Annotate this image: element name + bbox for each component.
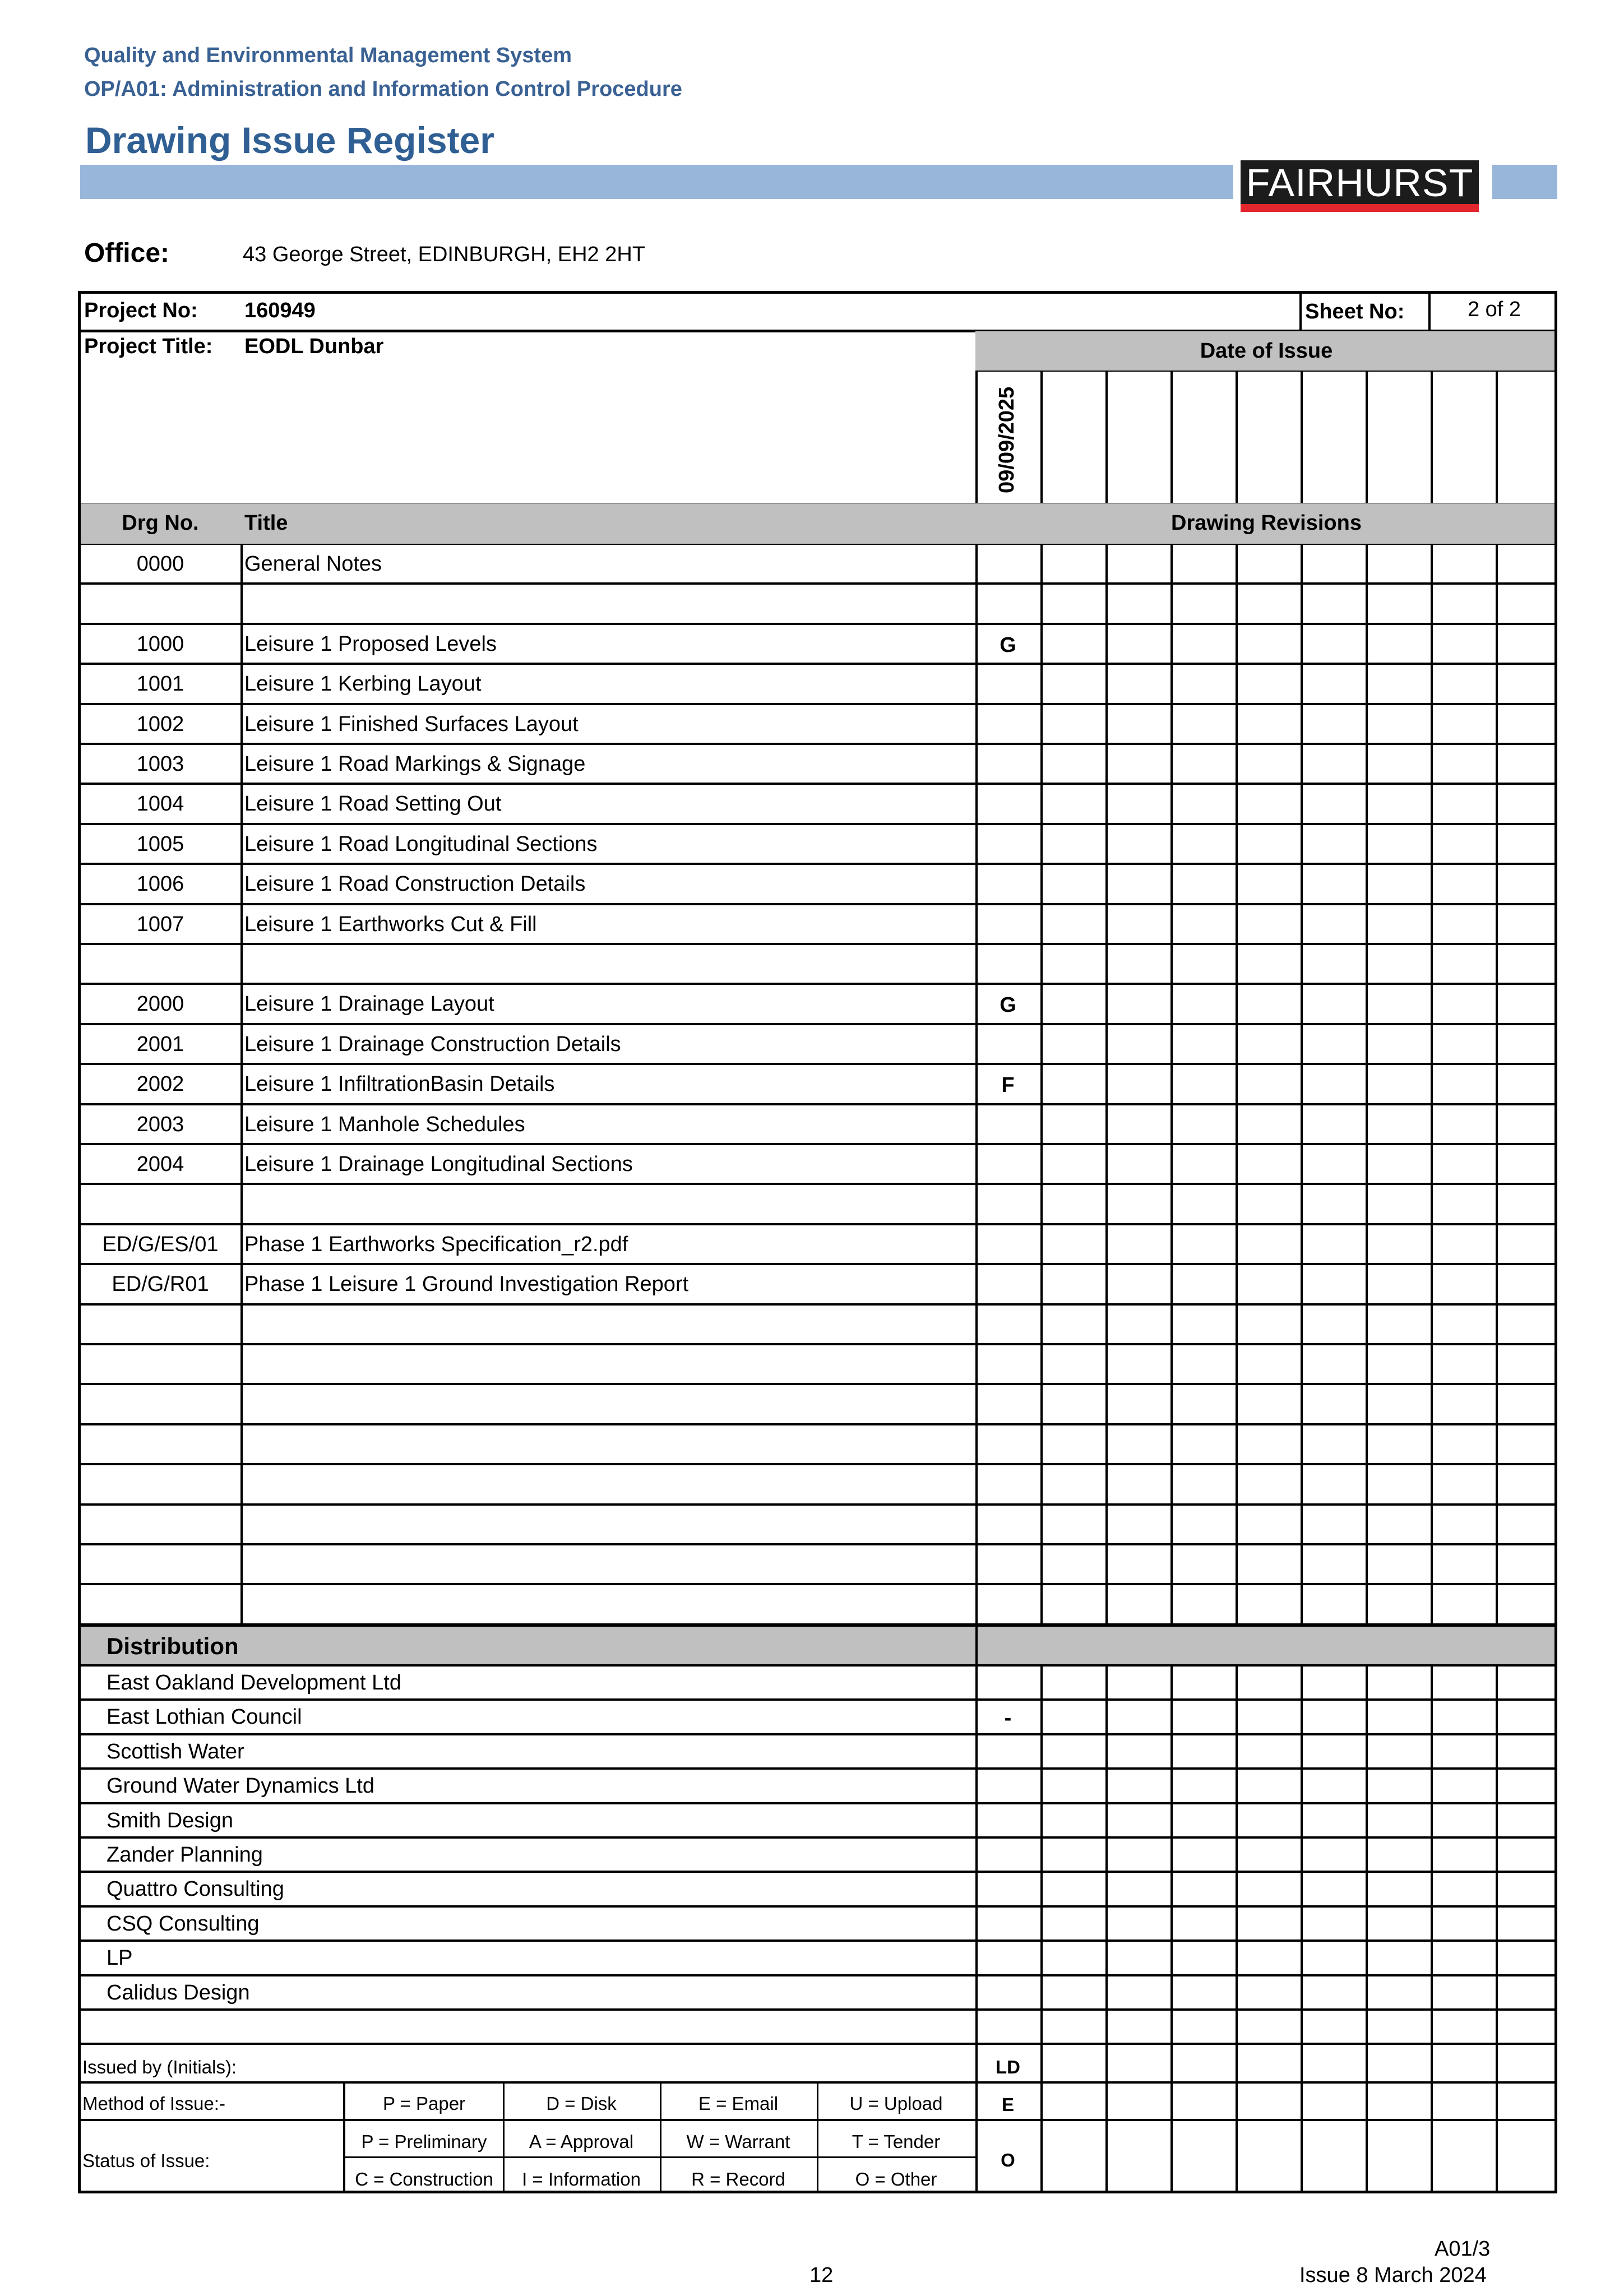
drg-number: 0000: [136, 552, 184, 576]
status-label: Status of Issue:: [82, 2150, 210, 2171]
drg-number: 1005: [136, 832, 184, 856]
drg-title: Phase 1 Earthworks Specification_r2.pdf: [244, 1232, 628, 1256]
system-title: Quality and Environmental Management System: [84, 44, 572, 67]
drg-title: Leisure 1 Drainage Construction Details: [244, 1032, 621, 1056]
drg-title: Leisure 1 Drainage Longitudinal Sections: [244, 1152, 633, 1176]
status-information: I = Information: [522, 2169, 641, 2189]
drg-title: Leisure 1 Earthworks Cut & Fill: [244, 912, 537, 936]
office-address: 43 George Street, EDINBURGH, EH2 2HT: [243, 243, 646, 266]
method-paper: P = Paper: [382, 2093, 466, 2114]
recipient-name: LP: [107, 1946, 133, 1970]
drg-title: Leisure 1 Finished Surfaces Layout: [244, 712, 579, 736]
drg-number: 1006: [136, 872, 184, 896]
drg-number: 1003: [136, 752, 184, 776]
sheet-no-label: Sheet No:: [1305, 300, 1405, 323]
drg-title: Leisure 1 Road Setting Out: [244, 792, 502, 816]
project-no-label: Project No:: [84, 299, 198, 322]
recipient-name: Smith Design: [107, 1808, 233, 1832]
drg-revision: F: [1001, 1073, 1015, 1098]
drg-number: 2002: [136, 1072, 184, 1096]
project-no: 160949: [244, 299, 316, 322]
doc-issue: Issue 8 March 2024: [1299, 2263, 1487, 2287]
status-other: O = Other: [855, 2169, 937, 2189]
recipient-name: Quattro Consulting: [107, 1877, 284, 1901]
project-title-label: Project Title:: [84, 335, 213, 358]
drg-number: 1001: [136, 672, 184, 696]
fairhurst-logo: FAIRHURST: [1241, 160, 1479, 212]
drg-title: Leisure 1 Road Markings & Signage: [244, 752, 586, 776]
drg-title: Leisure 1 Drainage Layout: [244, 992, 494, 1016]
status-warrant: W = Warrant: [686, 2131, 790, 2152]
drg-number: 2003: [136, 1112, 184, 1136]
status-preliminary: P = Preliminary: [361, 2131, 487, 2152]
drg-title: Leisure 1 Road Longitudinal Sections: [244, 832, 598, 856]
status-tender: T = Tender: [852, 2131, 941, 2152]
drg-title: General Notes: [244, 552, 382, 576]
issued-by-initials: LD: [996, 2057, 1020, 2077]
sheet-no: 2 of 2: [1467, 298, 1521, 321]
drg-number: ED/G/ES/01: [102, 1232, 219, 1256]
status-record: R = Record: [691, 2169, 785, 2189]
drg-title: Leisure 1 Road Construction Details: [244, 872, 586, 896]
drg-title: Phase 1 Leisure 1 Ground Investigation Report: [244, 1272, 689, 1297]
project-title: EODL Dunbar: [244, 335, 384, 358]
issued-by-label: Issued by (Initials):: [82, 2057, 237, 2077]
page-title: Drawing Issue Register: [85, 119, 494, 161]
status-of-issue: O: [1001, 2150, 1015, 2170]
drg-title: Leisure 1 Kerbing Layout: [244, 672, 482, 696]
drg-revision: G: [1000, 993, 1016, 1017]
page-number: 12: [809, 2263, 834, 2287]
procedure-title: OP/A01: Administration and Information Control Procedure: [84, 77, 682, 101]
drg-revision: G: [1000, 633, 1016, 657]
drg-number: 1002: [136, 712, 184, 736]
status-construction: C = Construction: [355, 2169, 493, 2189]
method-email: E = Email: [698, 2093, 779, 2114]
status-approval: A = Approval: [529, 2131, 634, 2152]
recipient-name: Zander Planning: [107, 1843, 263, 1867]
drg-number: ED/G/R01: [112, 1272, 209, 1297]
method-of-issue: E: [1001, 2094, 1014, 2115]
method-upload: U = Upload: [849, 2093, 943, 2114]
drg-number: 1004: [136, 792, 184, 816]
recipient-name: East Oakland Development Ltd: [107, 1671, 401, 1695]
recipient-name: Ground Water Dynamics Ltd: [107, 1774, 374, 1798]
drg-number: 2004: [136, 1152, 184, 1176]
office-label: Office:: [84, 238, 170, 268]
distribution-header: Distribution: [107, 1633, 239, 1659]
date-of-issue-label: Date of Issue: [1200, 339, 1333, 363]
doc-ref: A01/3: [1435, 2237, 1491, 2261]
drg-title: Leisure 1 Manhole Schedules: [244, 1112, 525, 1136]
recipient-name: East Lothian Council: [107, 1705, 302, 1729]
drg-title: Leisure 1 InfiltrationBasin Details: [244, 1072, 555, 1096]
drg-number: 2001: [136, 1032, 184, 1056]
drg-number: 1000: [136, 632, 184, 656]
issue-date-1: 09/09/2025: [995, 386, 1019, 493]
drg-title: Leisure 1 Proposed Levels: [244, 632, 497, 656]
title-header: Title: [244, 511, 288, 535]
method-label: Method of Issue:-: [82, 2093, 225, 2114]
drg-no-header: Drg No.: [122, 511, 199, 535]
recipient-name: CSQ Consulting: [107, 1911, 260, 1936]
recipient-name: Calidus Design: [107, 1980, 250, 2005]
recipient-name: Scottish Water: [107, 1739, 244, 1763]
drawing-revisions-header: Drawing Revisions: [1171, 511, 1362, 535]
method-disk: D = Disk: [546, 2093, 617, 2114]
recipient-mark: -: [1004, 1706, 1012, 1730]
drg-number: 2000: [136, 992, 184, 1016]
drg-number: 1007: [136, 912, 184, 936]
